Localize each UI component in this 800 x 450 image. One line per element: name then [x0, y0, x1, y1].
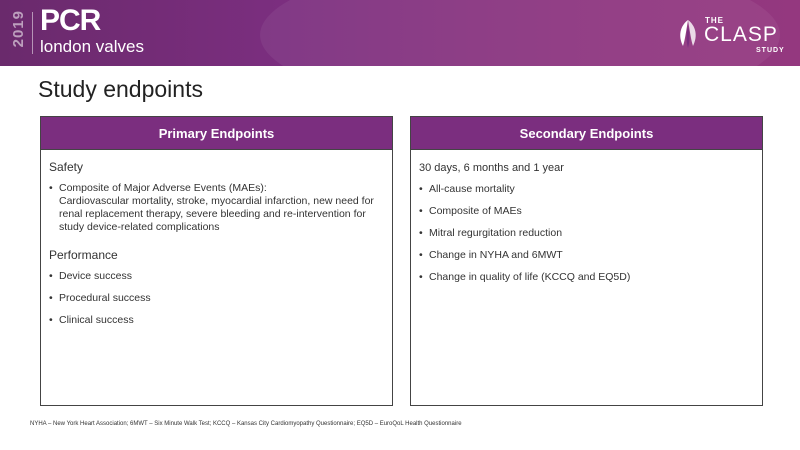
- safety-item-detail: Cardiovascular mortality, stroke, myocardial infarction, new need for renal replacement therapy, severe bleeding and re-intervention for study device-related complications: [59, 195, 374, 233]
- primary-endpoints-panel: [40, 116, 393, 406]
- safety-item: [49, 182, 384, 234]
- pcr-logo-subtitle: london valves: [40, 37, 144, 56]
- logo-divider: [32, 12, 33, 54]
- pcr-logo: PCR: [40, 4, 101, 37]
- event-year: 2019: [10, 10, 27, 48]
- secondary-item: • Mitral regurgitation reduction: [419, 227, 754, 240]
- secondary-list: [419, 183, 754, 284]
- secondary-item: • Change in quality of life (KCCQ and EQ5D): [419, 271, 754, 284]
- performance-item-clinical: • Clinical success: [49, 314, 384, 327]
- performance-list: [49, 270, 384, 327]
- secondary-endpoints-panel: [410, 116, 763, 406]
- performance-item-procedural: • Procedural success: [49, 292, 384, 305]
- clasp-study-logo: [672, 14, 792, 58]
- clasp-logo-the: THE: [705, 16, 724, 25]
- header-banner: [0, 0, 800, 66]
- secondary-item: • Composite of MAEs: [419, 205, 754, 218]
- abbreviations-footnote: NYHA – New York Heart Association; 6MWT – Six Minute Walk Test; KCCQ – Kansas City Cardiomyopathy Questionnaire; EQ5D – EuroQoL Health Questionnaire: [30, 421, 462, 427]
- slide-title: Study endpoints: [38, 76, 203, 102]
- clasp-leaf-icon: [676, 18, 700, 50]
- safety-heading: Safety: [49, 160, 84, 174]
- clasp-logo-study: STUDY: [756, 47, 785, 54]
- secondary-item: • Change in NYHA and 6MWT: [419, 249, 754, 262]
- secondary-item: • All-cause mortality: [419, 183, 754, 196]
- timepoints-text: 30 days, 6 months and 1 year: [419, 162, 564, 174]
- primary-endpoints-header: Primary Endpoints: [41, 117, 392, 150]
- secondary-endpoints-header: Secondary Endpoints: [411, 117, 762, 150]
- clasp-logo-name: CLASP: [704, 23, 778, 46]
- performance-heading: Performance: [49, 248, 118, 262]
- safety-item-label: Composite of Major Adverse Events (MAEs):: [59, 182, 267, 194]
- safety-list: [49, 182, 384, 234]
- performance-item-device: • Device success: [49, 270, 384, 283]
